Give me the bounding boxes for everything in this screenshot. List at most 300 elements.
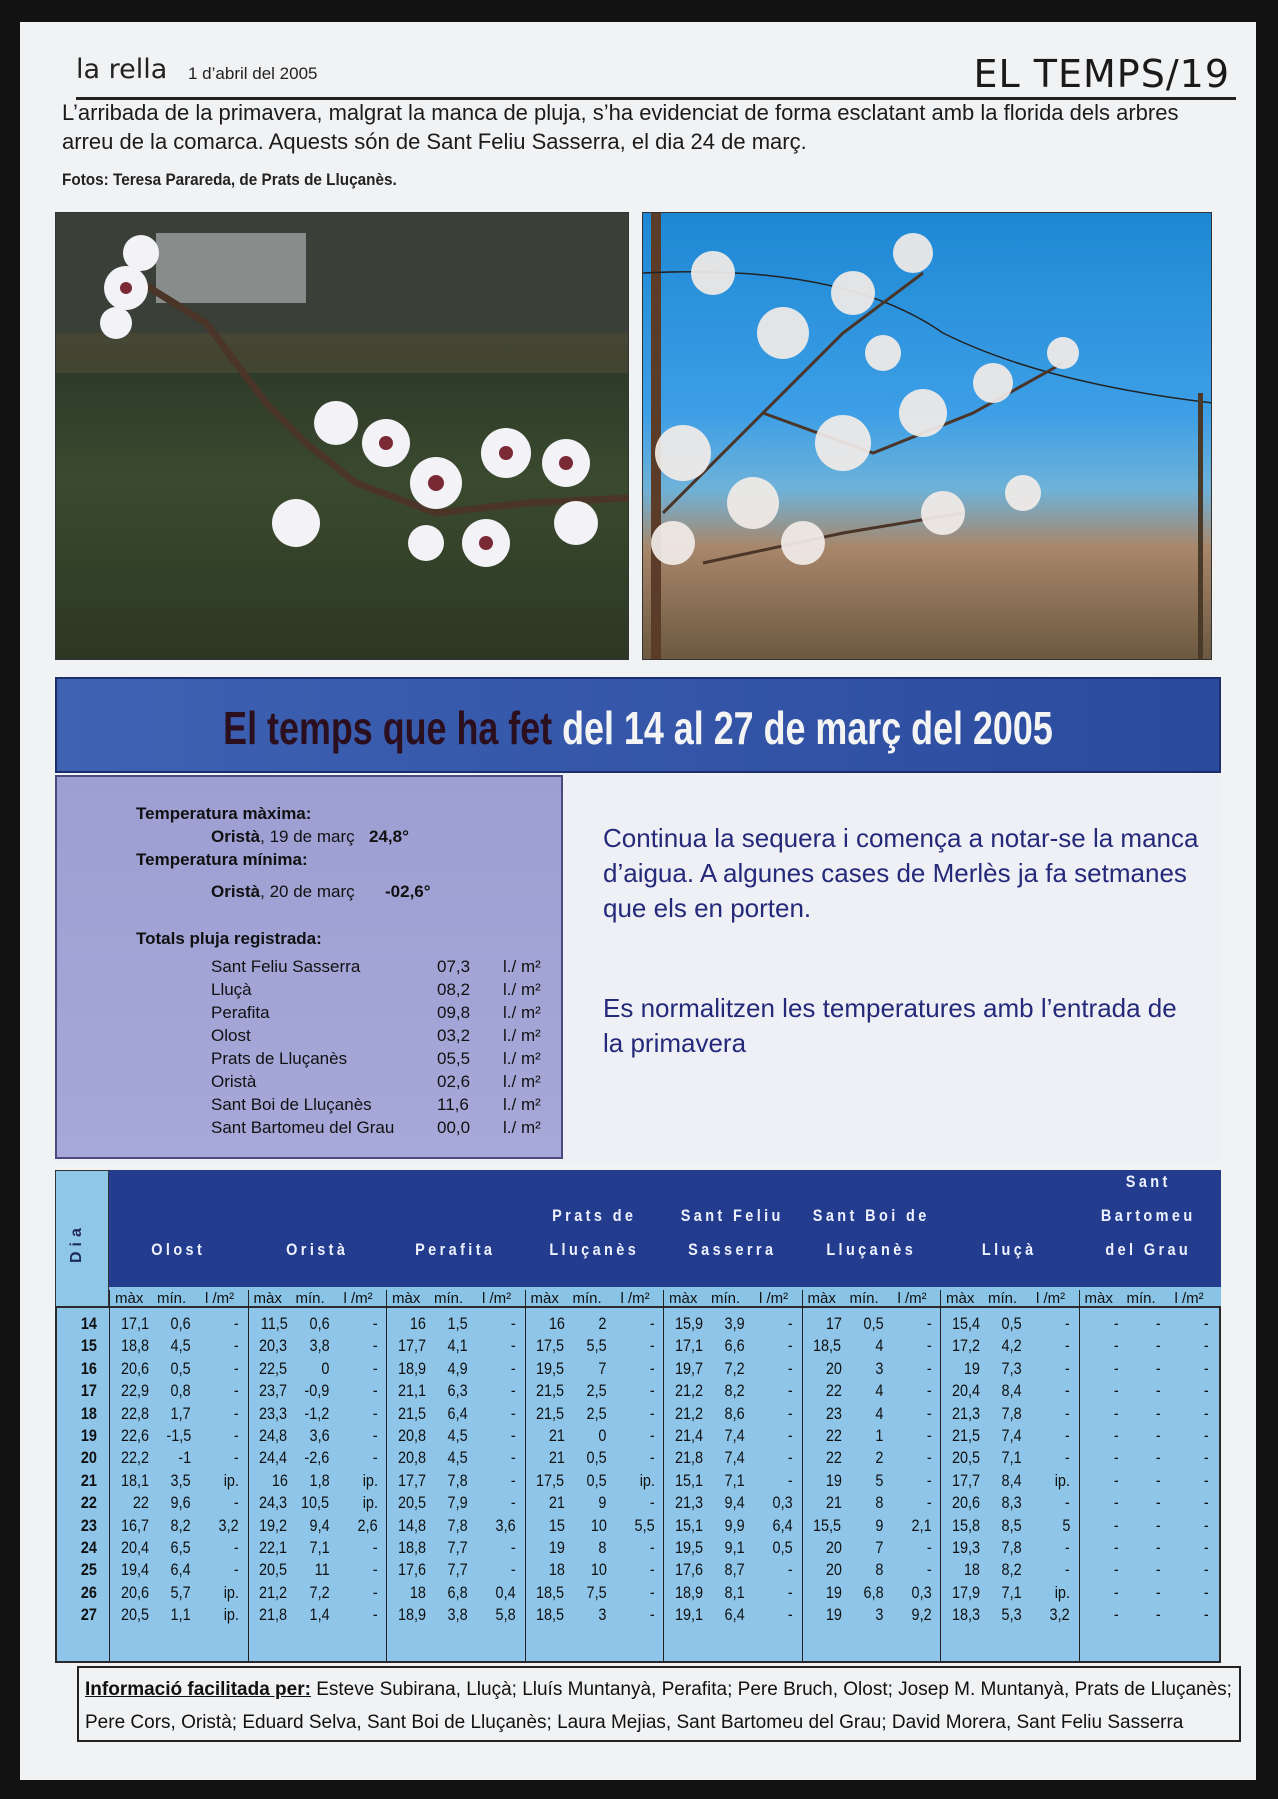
rain-place: Sant Bartomeu del Grau [211,1118,395,1137]
table-cell: ip. [362,1493,378,1513]
publication-name: la rella [76,54,168,85]
table-cell: - [1113,1336,1119,1356]
rain-place: Sant Boi de Lluçanès [211,1095,372,1114]
table-cell: 20 [825,1560,842,1580]
table-cell: 4 [875,1336,884,1356]
table-cell: 3 [875,1605,884,1625]
table-cell: - [234,1448,239,1468]
table-cell: 18 [548,1560,565,1580]
table-cell: 18,9 [397,1358,426,1378]
table-cell: 11,5 [260,1314,288,1333]
table-cell: - [788,1470,793,1490]
table-cell: 11 [314,1560,330,1580]
column-subheader: mín. [988,1290,1018,1307]
table-cell: 20,8 [397,1448,426,1468]
rain-row [211,980,551,1003]
table-cell: - [649,1358,655,1378]
summary-temperatures: Es normalitzen les temperatures amb l’entrada de la primavera [603,993,1177,1058]
table-cell: 4,5 [170,1336,191,1356]
day-number: 23 [80,1515,97,1535]
table-cell: 8,2 [1001,1560,1022,1580]
table-cell: 21,5 [536,1381,565,1401]
table-cell: - [1155,1448,1161,1468]
table-cell: - [511,1448,516,1468]
column-divider [1079,1290,1080,1661]
table-cell: 7,7 [447,1560,468,1580]
table-cell: - [1155,1582,1161,1602]
table-cell: - [372,1605,378,1625]
table-cell: 7,8 [447,1470,468,1490]
table-cell: - [372,1314,378,1333]
table-cell: - [1203,1381,1209,1401]
column-subheader: màx [253,1290,282,1307]
table-cell: 3,8 [447,1605,468,1625]
table-cell: - [234,1381,239,1401]
table-cell: - [1065,1403,1070,1423]
table-cell: - [234,1493,239,1513]
table-cell: - [1203,1448,1209,1468]
table-cell: 0,5 [772,1538,793,1557]
table-cell: 21,5 [397,1403,426,1423]
table-cell: 19,5 [536,1358,565,1378]
table-header [55,1170,1221,1307]
sources-label: Informació facilitada per: [85,1679,311,1700]
table-cell: 14,8 [397,1515,426,1535]
table-cell: - [1065,1358,1070,1378]
table-cell: 9 [875,1515,884,1535]
table-cell: 3,8 [309,1336,330,1356]
day-number: 26 [80,1582,97,1602]
station-name-line: Lluçanès [825,1240,916,1259]
tmax-label: Temperatura màxima: [136,804,312,823]
column-subheader: l /m² [897,1290,927,1307]
table-cell: - [1065,1493,1070,1513]
table-cell: 9,4 [309,1515,330,1535]
table-cell: - [1203,1560,1209,1580]
table-cell: - [1155,1538,1161,1557]
table-cell: - [1065,1448,1070,1468]
table-cell: 20,8 [397,1426,426,1445]
table-cell: 7,4 [1001,1426,1022,1445]
station-header-band [109,1170,1221,1287]
table-cell: 21 [548,1448,565,1468]
table-cell: 4 [875,1381,884,1401]
source-name: Pere Cors, [85,1712,182,1733]
table-cell: 20,4 [951,1381,980,1401]
table-cell: 4,5 [447,1426,468,1445]
table-cell: 7,7 [447,1538,468,1557]
intro-text: L’arribada de la primavera, malgrat la manca de pluja, s’ha evidenciat de forma esclatant amb la florida dels arbres arreu de la comarca. Aquests són de Sant Feliu Sasserra, el dia 24 de març. [62,100,1179,154]
table-cell: 8,2 [170,1515,191,1535]
rain-place: Olost [211,1026,251,1045]
table-cell: -1,2 [304,1403,330,1423]
table-cell: - [1155,1314,1161,1333]
source-place: Olost; [843,1679,893,1700]
table-cell: - [1113,1381,1119,1401]
table-cell: 20,4 [120,1538,149,1557]
rain-row [211,1049,551,1072]
table-cell: 2 [875,1448,884,1468]
photo-credit: Fotos: Teresa Parareda, de Prats de Lluçanès. [62,170,397,189]
rain-row [211,1026,551,1049]
table-cell: 22 [825,1448,842,1468]
table-cell: 8,1 [724,1582,745,1602]
table-cell: 3 [875,1358,884,1378]
table-cell: - [926,1381,932,1401]
station-name [673,1199,791,1267]
column-subheader: mín. [295,1290,325,1307]
table-cell: 3 [598,1605,607,1625]
source-place: Sant Boi de Lluçanès; [366,1712,552,1733]
table-cell: ip. [1054,1582,1070,1602]
station-name-line: del Grau [1104,1240,1191,1259]
table-cell: - [649,1381,655,1401]
rain-place: Oristà [211,1072,257,1091]
tmin-place: Oristà [211,882,261,901]
table-cell: 7,8 [1001,1403,1022,1423]
column-subheader: màx [392,1290,421,1307]
table-cell: - [372,1403,378,1423]
tmin-value: -02,6° [385,882,431,901]
table-cell: - [1065,1426,1070,1445]
table-cell: 2 [598,1314,607,1333]
table-cell: - [1203,1358,1209,1378]
table-cell: 7,9 [447,1493,468,1513]
table-cell: 16,7 [120,1515,149,1535]
summary-area [55,775,1221,1163]
table-cell: 3,6 [309,1426,330,1445]
table-cell: 9,9 [724,1515,745,1535]
table-cell: - [649,1493,655,1513]
table-cell: 10 [590,1560,607,1580]
table-cell: - [926,1560,932,1580]
rain-amount: 02,6 [437,1072,471,1091]
table-cell: 21 [548,1493,565,1513]
table-cell: 0,5 [170,1358,191,1378]
table-cell: 18 [409,1582,426,1602]
table-cell: - [1203,1314,1209,1333]
table-cell: 22,9 [120,1381,149,1401]
table-cell: 19 [825,1605,842,1625]
table-cell: 20,5 [259,1560,288,1580]
table-cell: - [372,1426,378,1445]
column-subheader: màx [530,1290,559,1307]
table-cell: 7 [875,1538,884,1557]
source-name: Laura Mejias, [551,1712,677,1733]
table-cell: - [372,1336,378,1356]
day-number: 25 [80,1560,97,1580]
table-cell: - [1113,1358,1119,1378]
table-cell: 15,1 [674,1515,703,1535]
station-name-line: Perafita [415,1240,496,1259]
table-cell: 6,8 [863,1582,884,1602]
table-cell: 21,2 [674,1403,703,1423]
table-cell: 0,4 [495,1582,516,1602]
table-cell: -1 [178,1448,191,1468]
day-number: 15 [80,1336,97,1356]
station-name-line: Oristà [285,1240,348,1259]
table-cell: 2,5 [586,1403,607,1423]
table-cell: 3,6 [495,1515,516,1535]
table-cell: 3,5 [170,1470,191,1490]
table-cell: 18,3 [951,1605,980,1625]
table-cell: 21,2 [674,1381,703,1401]
table-cell: 9,6 [170,1493,191,1513]
table-cell: 17 [825,1314,842,1333]
table-cell: - [234,1403,239,1423]
station-name [258,1233,376,1267]
column-divider [940,1290,941,1661]
table-cell: ip. [223,1470,239,1490]
table-cell: 17,7 [951,1470,980,1490]
table-cell: - [1155,1381,1161,1401]
table-cell: 7,4 [724,1426,745,1445]
table-cell: - [1113,1403,1119,1423]
station-name [119,1233,237,1267]
table-cell: 18,8 [397,1538,426,1557]
source-name: Lluís Muntanyà, [516,1679,662,1700]
table-cell: 8 [875,1560,884,1580]
publication-date: 1 d’abril del 2005 [188,64,318,83]
table-cell: 6,3 [447,1381,468,1401]
table-cell: - [511,1426,516,1445]
day-number: 20 [80,1448,97,1468]
day-number: 21 [80,1470,97,1490]
table-cell: 9,4 [724,1493,745,1513]
table-cell: 21,8 [674,1448,703,1468]
table-cell: 0,8 [170,1381,191,1401]
table-cell: - [234,1358,239,1378]
table-cell: - [788,1336,793,1356]
table-cell: 19,2 [259,1515,288,1535]
table-cell: 15,9 [674,1314,703,1333]
table-cell: 1,8 [309,1470,330,1490]
table-cell: 4,5 [447,1448,468,1468]
table-cell: 1,4 [309,1605,330,1625]
table-cell: - [649,1336,655,1356]
table-cell: 7,2 [309,1582,330,1602]
table-cell: - [1203,1515,1209,1535]
table-cell: 0,3 [911,1582,932,1602]
table-cell: 7,4 [724,1448,745,1468]
column-subheader: l /m² [482,1290,512,1307]
table-cell: 1,5 [447,1314,468,1333]
table-cell: 0,3 [772,1493,793,1513]
table-cell: 20,5 [951,1448,980,1468]
table-cell: - [649,1582,655,1602]
sources-footer [77,1666,1241,1742]
table-cell: 22 [825,1381,842,1401]
table-cell: - [511,1470,516,1490]
table-cell: - [1155,1515,1161,1535]
table-cell: 21,5 [536,1403,565,1423]
table-cell: - [511,1314,516,1333]
station-name-line: Sant Feliu [680,1206,784,1225]
table-cell: - [1065,1538,1070,1557]
table-cell: 19,5 [674,1538,703,1557]
table-cell: - [649,1426,655,1445]
table-cell: 19 [548,1538,565,1557]
table-cell: 19,1 [674,1605,703,1625]
table-cell: 7,1 [1001,1448,1022,1468]
table-cell: 6,5 [170,1538,191,1557]
tmin-location [211,882,355,902]
table-cell: 1 [875,1426,884,1445]
table-cell: 17,6 [674,1560,703,1580]
table-cell: - [1203,1605,1209,1625]
source-place: Perafita; [661,1679,733,1700]
table-cell: 6,8 [447,1582,468,1602]
table-cell: 15,5 [813,1515,842,1535]
table-cell: - [649,1538,655,1557]
day-number: 24 [80,1538,97,1557]
day-number: 19 [80,1426,97,1445]
table-cell: - [1155,1358,1161,1378]
table-cell: 7 [598,1358,607,1378]
rain-amount: 03,2 [437,1026,471,1045]
rain-unit: l./ m² [503,1118,541,1137]
table-cell: - [1155,1426,1161,1445]
table-cell: 7,2 [724,1358,745,1378]
table-cell: 10,5 [301,1493,330,1513]
table-cell: 21 [825,1493,842,1513]
table-cell: - [788,1358,793,1378]
station-name [396,1233,514,1267]
table-cell: - [926,1314,932,1333]
table-cell: 19 [963,1358,980,1378]
rain-unit: l./ m² [503,1072,541,1091]
table-cell: 1,7 [170,1403,191,1423]
table-cell: 24,4 [259,1448,288,1468]
table-cell: - [1113,1448,1119,1468]
rain-unit: l./ m² [503,1003,541,1022]
source-name: Eduard Selva, [237,1712,367,1733]
table-cell: - [788,1381,793,1401]
table-cell: - [1113,1426,1119,1445]
table-cell: 20,5 [120,1605,149,1625]
table-cell: 8,2 [724,1381,745,1401]
newspaper-page [20,22,1256,1780]
table-cell: 22,5 [259,1358,288,1378]
table-cell: 19,4 [120,1560,149,1580]
table-cell: 23,7 [259,1381,288,1401]
table-cell: 16 [409,1314,426,1333]
table-cell: 21,4 [674,1426,703,1445]
rain-row [211,957,551,980]
table-cell: - [1203,1493,1209,1513]
column-subheader: l /m² [343,1290,373,1307]
table-cell: 17,5 [536,1336,565,1356]
table-cell: 6,4 [724,1605,745,1625]
column-subheader: mín. [711,1290,741,1307]
source-place: Oristà; [181,1712,238,1733]
table-cell: - [649,1605,655,1625]
table-cell: 0,6 [309,1314,330,1333]
table-cell: 18,5 [536,1582,565,1602]
table-cell: 23 [825,1403,842,1423]
table-cell: 6,4 [170,1560,191,1580]
table-cell: 7,1 [724,1470,745,1490]
table-cell: 17,1 [120,1314,149,1333]
rain-amount: 09,8 [437,1003,471,1022]
table-cell: - [372,1358,378,1378]
table-cell: 24,8 [259,1426,288,1445]
table-cell: 22,2 [120,1448,149,1468]
source-name: Esteve Subirana, [316,1679,467,1700]
rain-place: Lluçà [211,980,252,999]
column-subheader: l /m² [620,1290,650,1307]
table-cell: - [1203,1426,1209,1445]
tmax-value: 24,8° [369,827,409,846]
rain-amount: 05,5 [437,1049,471,1068]
table-cell: 18,9 [674,1582,703,1602]
table-cell: 5 [1061,1515,1070,1535]
rain-unit: l./ m² [503,1095,541,1114]
table-cell: 20,3 [259,1336,288,1356]
stats-box [55,775,563,1159]
table-cell: 19 [825,1582,842,1602]
table-cell: 20 [825,1358,842,1378]
table-cell: 18 [963,1560,980,1580]
table-cell: 5 [875,1470,884,1490]
table-cell: 8,4 [1001,1470,1022,1490]
table-cell: 15 [548,1515,565,1535]
table-cell: - [1203,1582,1209,1602]
rain-unit: l./ m² [503,1026,541,1045]
table-cell: 15,8 [951,1515,980,1535]
table-cell: 16 [548,1314,565,1333]
table-cell: - [372,1582,378,1602]
column-subheader: l /m² [1174,1290,1204,1307]
day-number: 18 [80,1403,97,1423]
table-cell: - [511,1538,516,1557]
table-cell: 18,8 [120,1336,149,1356]
rain-amount: 11,6 [437,1095,469,1114]
day-number: 14 [80,1314,97,1333]
table-cell: 7,1 [309,1538,330,1557]
table-cell: - [788,1426,793,1445]
table-cell: - [788,1560,793,1580]
table-cell: 5,5 [634,1515,655,1535]
station-name [950,1233,1068,1267]
table-cell: 22,1 [259,1538,288,1557]
table-cell: - [1155,1470,1161,1490]
station-name [812,1199,930,1267]
table-cell: 17,6 [397,1560,426,1580]
table-cell: ip. [1054,1470,1070,1490]
table-cell: 3,9 [724,1314,745,1333]
table-cell: - [372,1448,378,1468]
table-cell: - [1113,1560,1119,1580]
table-cell: 0,5 [1001,1314,1022,1333]
table-cell: - [511,1381,516,1401]
table-cell: 8,4 [1001,1381,1022,1401]
table-cell: - [234,1336,239,1356]
blossom-branch-photo [55,212,629,660]
station-name [1089,1165,1207,1267]
table-cell: 21 [548,1426,565,1445]
table-cell: - [926,1470,932,1490]
tmax-date: , 19 de març [260,827,355,846]
table-cell: 8,5 [1001,1515,1022,1535]
table-cell: 3,2 [1049,1605,1070,1625]
column-subheader: màx [1084,1290,1113,1307]
table-cell: - [926,1358,932,1378]
station-name-line: Prats de [551,1206,636,1225]
table-cell: 7,5 [586,1582,607,1602]
table-cell: - [511,1336,516,1356]
table-cell: - [1065,1381,1070,1401]
